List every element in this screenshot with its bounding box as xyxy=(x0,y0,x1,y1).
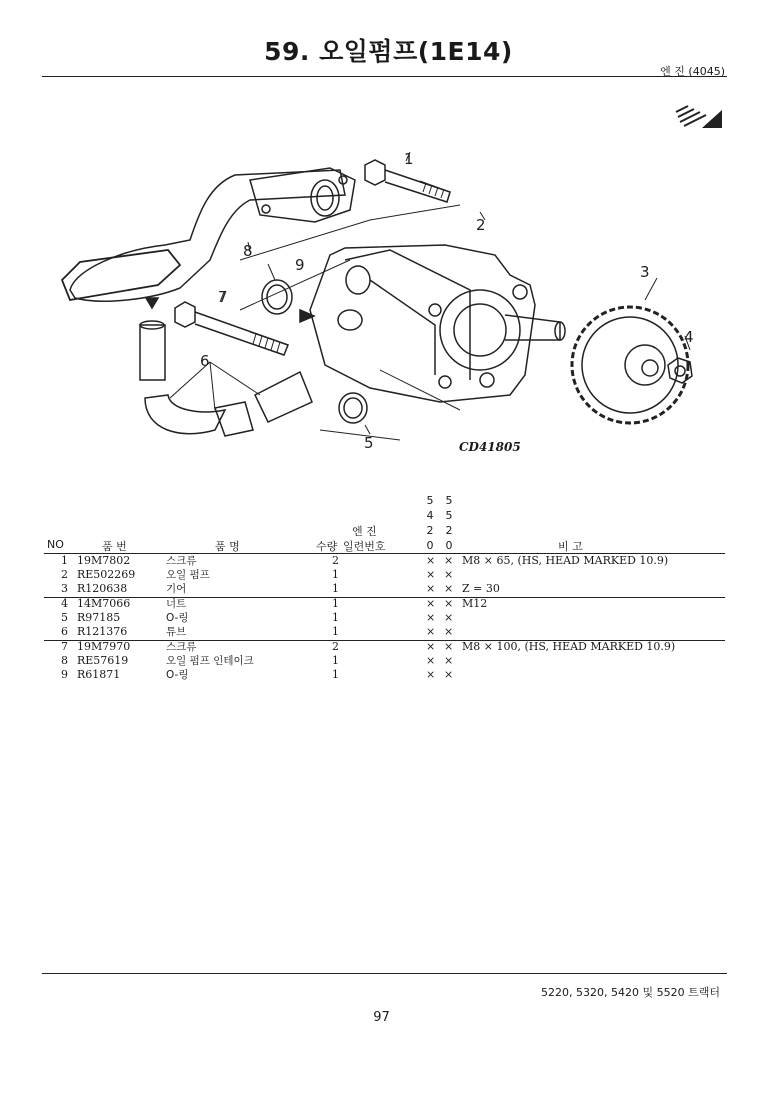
callout-4: 4 xyxy=(684,328,694,346)
header-rule xyxy=(42,76,727,77)
cell-x1: × xyxy=(426,668,436,681)
cell-x1: × xyxy=(426,568,436,581)
engine-code-1-digit: 4 xyxy=(426,509,434,522)
cell-qty: 1 xyxy=(332,611,339,624)
cell-part: R61871 xyxy=(77,668,121,681)
cell-x1: × xyxy=(426,625,436,638)
cell-x1: × xyxy=(426,654,436,667)
cell-part: R121376 xyxy=(77,625,128,638)
callout-2: 2 xyxy=(476,216,486,234)
cell-note: M12 xyxy=(462,597,488,610)
cell-note: Z = 30 xyxy=(462,582,500,595)
cell-no: 1 xyxy=(61,554,68,567)
cell-qty: 1 xyxy=(332,654,339,667)
callout-7: 7 xyxy=(218,288,228,306)
figure-id: CD41805 xyxy=(459,440,521,454)
table-row xyxy=(0,554,777,568)
cell-name: 튜브 xyxy=(166,626,187,638)
cell-part: R120638 xyxy=(77,582,128,595)
cell-name: O-링 xyxy=(166,612,189,624)
callout-5: 5 xyxy=(364,434,374,452)
screw-1-shape xyxy=(365,160,385,185)
oil-pump-shape xyxy=(310,245,535,402)
cell-x2: × xyxy=(444,668,454,681)
header-serial-bottom: 일련번호 xyxy=(343,540,386,553)
header-remarks: 비 고 xyxy=(558,540,583,553)
section-label: 엔 진 (4045) xyxy=(660,65,725,78)
header-part-number: 품 번 xyxy=(102,540,127,553)
table-row xyxy=(0,582,777,596)
cell-qty: 2 xyxy=(332,554,339,567)
table-row xyxy=(0,640,777,654)
engine-code-1-digit: 0 xyxy=(426,539,434,552)
cell-name: 스크류 xyxy=(166,641,197,653)
cell-name: 너트 xyxy=(166,598,187,610)
cell-x1: × xyxy=(426,611,436,624)
gear-shape xyxy=(572,307,688,423)
cell-x1: × xyxy=(426,582,436,595)
header-quantity: 수량 xyxy=(316,540,338,553)
cell-note: M8 × 65, (HS, HEAD MARKED 10.9) xyxy=(462,554,669,567)
cell-x2: × xyxy=(444,597,454,610)
cell-x2: × xyxy=(444,582,454,595)
header-no: NO xyxy=(47,538,64,551)
tube-shape xyxy=(140,325,165,380)
table-row xyxy=(0,611,777,625)
cell-no: 6 xyxy=(61,625,68,638)
cell-x2: × xyxy=(444,554,454,567)
screw-7-shape xyxy=(175,302,195,327)
cell-no: 2 xyxy=(61,568,68,581)
cell-no: 7 xyxy=(61,640,68,653)
page-title: 59. 오일펌프(1E14) xyxy=(264,37,513,66)
callout-8: 8 xyxy=(243,242,253,260)
cell-note: M8 × 100, (HS, HEAD MARKED 10.9) xyxy=(462,640,676,653)
table-row xyxy=(0,668,777,682)
engine-code-2-digit: 5 xyxy=(445,494,453,507)
cell-qty: 2 xyxy=(332,640,339,653)
cell-part: 19M7970 xyxy=(77,640,131,653)
cell-no: 8 xyxy=(61,654,68,667)
cell-qty: 1 xyxy=(332,582,339,595)
cell-no: 3 xyxy=(61,582,68,595)
engine-code-2 xyxy=(443,493,455,553)
cell-name: 기어 xyxy=(166,583,187,595)
cell-x2: × xyxy=(444,568,454,581)
footer-models: 5220, 5320, 5420 및 5520 트랙터 xyxy=(541,986,720,999)
callout-9: 9 xyxy=(295,256,305,274)
engine-code-2-digit: 2 xyxy=(445,524,453,537)
cell-x2: × xyxy=(444,611,454,624)
engine-code-1-digit: 2 xyxy=(426,524,434,537)
cell-no: 4 xyxy=(61,597,68,610)
page-number: 97 xyxy=(373,1010,390,1025)
cell-part: R97185 xyxy=(77,611,121,624)
cell-qty: 1 xyxy=(332,625,339,638)
cell-x2: × xyxy=(444,654,454,667)
cell-part: RE502269 xyxy=(77,568,136,581)
cell-x1: × xyxy=(426,597,436,610)
footer-rule xyxy=(42,973,727,974)
engine-code-2-digit: 0 xyxy=(445,539,453,552)
cell-x1: × xyxy=(426,554,436,567)
cell-x2: × xyxy=(444,640,454,653)
cell-name: 스크류 xyxy=(166,555,197,567)
callout-6: 6 xyxy=(200,352,210,370)
engine-code-2-digit: 5 xyxy=(445,509,453,522)
callout-3: 3 xyxy=(640,263,650,281)
cell-no: 9 xyxy=(61,668,68,681)
header-serial-top: 엔 진 xyxy=(352,525,377,538)
cell-x2: × xyxy=(444,625,454,638)
table-row xyxy=(0,568,777,582)
callout-1: 1 xyxy=(404,150,414,168)
cell-name: O-링 xyxy=(166,669,189,681)
cell-part: RE57619 xyxy=(77,654,129,667)
cell-no: 5 xyxy=(61,611,68,624)
cell-name: 오일 펌프 xyxy=(166,569,210,581)
engine-code-1-digit: 5 xyxy=(426,494,434,507)
table-row xyxy=(0,654,777,668)
engine-code-1 xyxy=(424,493,436,553)
table-row xyxy=(0,597,777,611)
cell-part: 14M7066 xyxy=(77,597,131,610)
cell-qty: 1 xyxy=(332,668,339,681)
cell-qty: 1 xyxy=(332,568,339,581)
table-row xyxy=(0,625,777,639)
cell-x1: × xyxy=(426,640,436,653)
direction-arrow-icon xyxy=(672,102,724,132)
cell-name: 오일 펌프 인테이크 xyxy=(166,655,254,667)
cell-qty: 1 xyxy=(332,597,339,610)
cell-part: 19M7802 xyxy=(77,554,131,567)
header-part-name: 품 명 xyxy=(215,540,240,553)
